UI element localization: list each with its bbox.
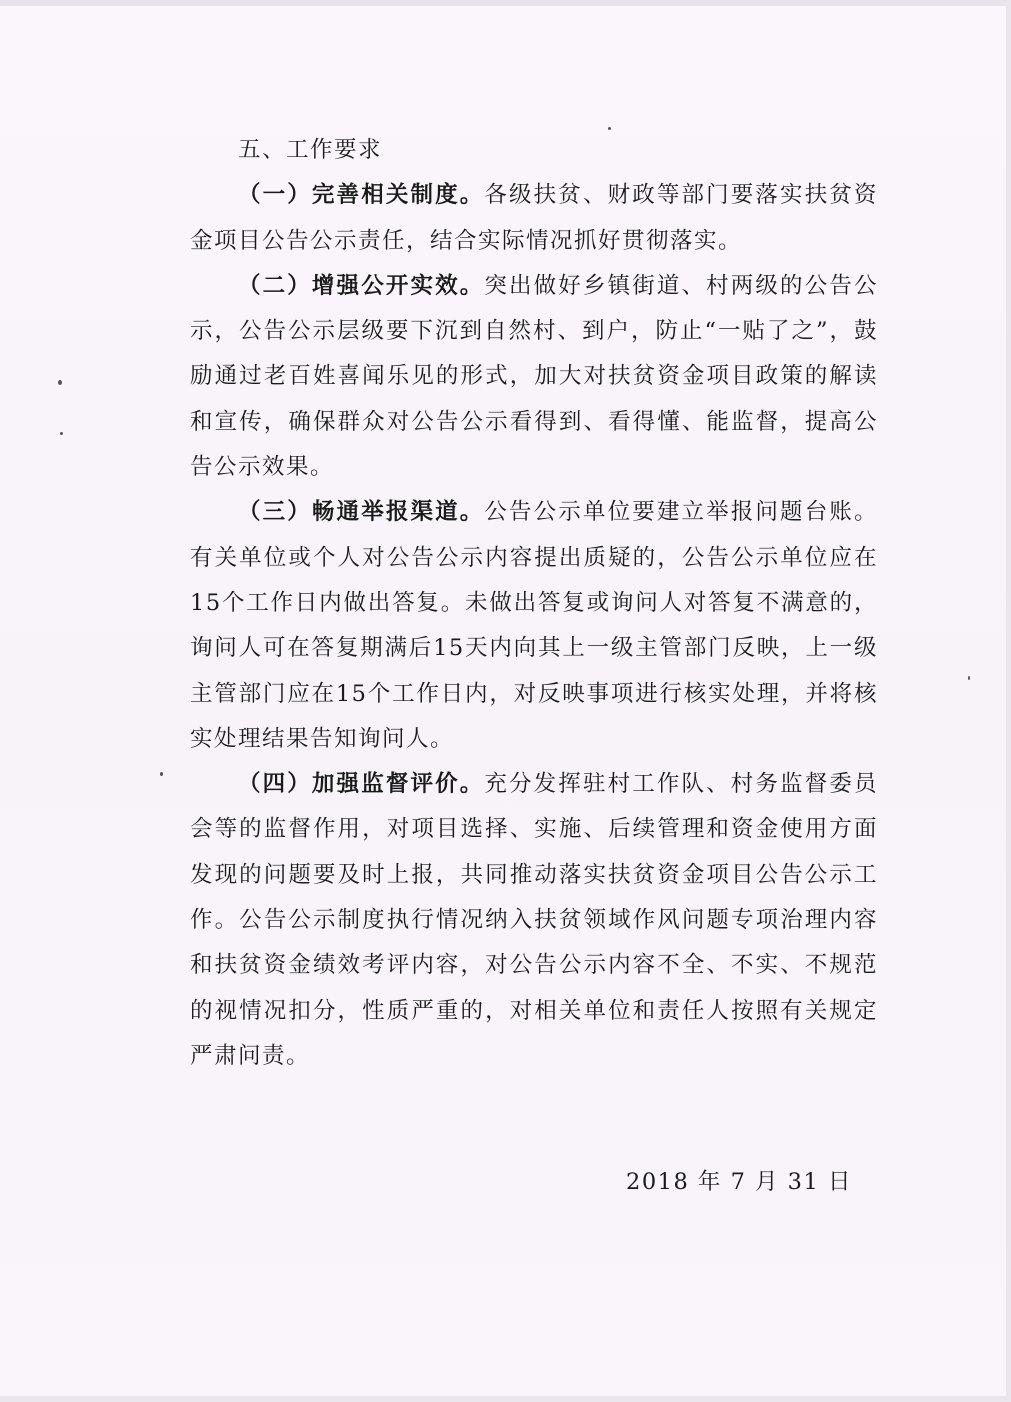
paragraph-4 <box>190 762 878 1079</box>
section-title: 五、工作要求 <box>238 137 383 163</box>
document-date: 2018 年 7 月 31 日 <box>626 1169 852 1195</box>
scan-edge-top <box>0 0 1011 6</box>
scan-speck <box>968 676 970 680</box>
scan-edge-bottom <box>0 1396 1011 1402</box>
paragraph-lead: （一）完善相关制度。 <box>238 182 485 209</box>
paragraph-1 <box>190 173 878 264</box>
paragraph-lead: （二）增强公开实效。 <box>238 272 485 299</box>
scan-edge-right <box>1006 0 1011 1402</box>
scan-speck <box>58 380 62 385</box>
paragraph-text: 公告公示单位要建立举报问题台账。有关单位或个人对公告公示内容提出质疑的，公告公示单位应在15个工作日内做出答复。未做出答复或询问人对答复不满意的，询问人可在答复期满后15天内向其上一级主管部门反映，上一级主管部门应在15个工作日内，对反映事项进行核实处理，并将核实处理结果告知询问人。 <box>190 499 878 752</box>
scan-speck <box>160 772 163 776</box>
paragraph-3 <box>190 490 878 762</box>
paragraph-2 <box>190 264 878 490</box>
paragraph-text: 充分发挥驻村工作队、村务监督委员会等的监督作用，对项目选择、实施、后续管理和资金使用方面发现的问题要及时上报，共同推动落实扶贫资金项目公告公示工作。公告公示制度执行情况纳入扶贫领域作风问题专项治理内容和扶贫资金绩效考评内容，对公告公示内容不全、不实、不规范的视情况扣分，性质严重的，对相关单位和责任人按照有关规定严肃问责。 <box>190 771 878 1069</box>
paragraph-text: 各级扶贫、财政等部门要落实扶贫资金项目公告公示责任，结合实际情况抓好贯彻落实。 <box>190 182 878 254</box>
document-body <box>190 128 878 1079</box>
paragraph-text: 突出做好乡镇街道、村两级的公告公示，公告公示层级要下沉到自然村、到户，防止“一贴了之”，鼓励通过老百姓喜闻乐见的形式，加大对扶贫资金项目政策的解读和宣传，确保群众对公告公示看得到、看得懂、能监督，提高公告公示效果。 <box>190 272 878 481</box>
scan-speck <box>60 432 63 435</box>
paragraph-lead: （三）畅通举报渠道。 <box>238 499 485 526</box>
paragraph-lead: （四）加强监督评价。 <box>238 771 485 798</box>
